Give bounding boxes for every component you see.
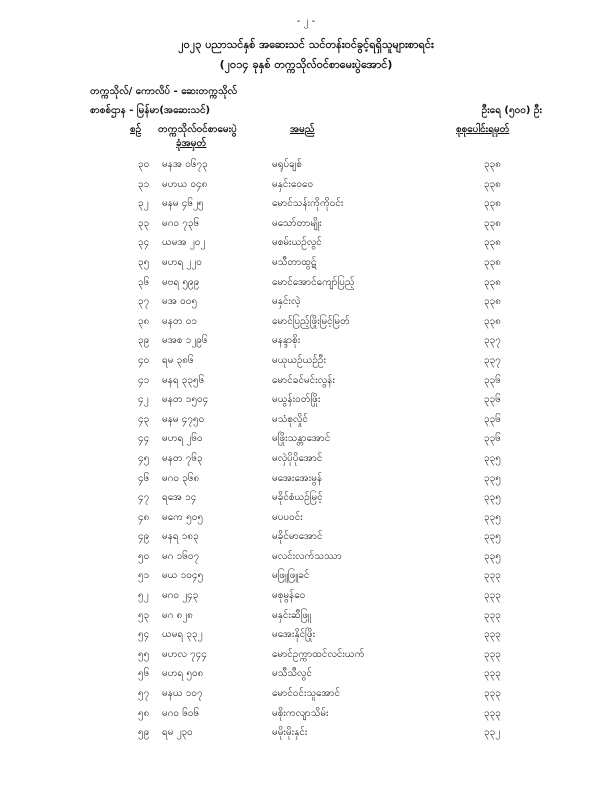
row-number: ၄၀ [138,354,150,366]
total-mark: ၃၃၅ [484,550,501,562]
student-name: မောင်အောင်ကျော်ပြည့် [272,276,355,288]
row-number: ၄၂ [138,394,149,406]
roll-number: မယ ၁၀၄၅ [162,570,204,582]
table-row [0,392,612,412]
student-name: မောင်ခင်မင်းလွန်း [272,374,335,386]
roll-number: မနတ ၇၆၃ [162,452,203,464]
student-name: မယုယဉ်ယဉ်ဦး [272,354,327,366]
table-row [0,294,612,314]
roll-number: မနမ ၄၆၂၅ [162,198,204,210]
roll-number: မနအ ၀၆၇၃ [162,159,208,170]
row-number: ၃၃ [138,217,150,229]
total-mark: ၃၃၆ [484,374,501,386]
table-row [0,412,612,432]
table-row [0,529,612,549]
roll-number: မဂ ၁၆၀၇ [162,550,200,562]
row-number: ၄၆ [138,472,150,484]
table-row [0,608,612,628]
row-number: ၄၈ [138,511,150,523]
total-mark: ၃၃၃ [484,570,501,582]
table-row [0,588,612,608]
roll-number: မဂဝ ၂၄၃ [162,590,199,602]
total-mark: ၃၃၈ [484,256,501,268]
roll-number: မဂဝ ၇၃၆ [162,217,200,229]
table-row [0,706,612,726]
column-header-name: အမည် [290,124,315,135]
row-number: ၄၅ [138,452,150,464]
row-number: ၄၄ [138,433,150,445]
student-name: မဖြူဖြူခင် [272,570,310,582]
roll-number: မဂဝ ၆၀၆ [162,707,200,719]
student-name: မစုမွန်ဝေ [272,590,306,602]
total-mark: ၃၃၅ [484,452,501,464]
total-mark: ၃၃၈ [484,159,501,170]
table-row [0,255,612,275]
table-row [0,471,612,491]
student-name: မအေးအေးမွန် [272,472,323,484]
table-row [0,157,612,177]
total-mark: ၃၃၈ [484,217,501,229]
total-mark: ၃၃၇ [484,335,501,347]
row-number: ၃၄ [138,237,150,249]
row-number: ၅၁ [138,570,150,582]
total-mark: ၃၃၈ [484,315,501,327]
table-row [0,725,612,745]
student-name: မမိုးမိုးနှင်း [272,727,308,739]
roll-number: မနရ ၃၃၅၆ [162,374,205,386]
total-mark: ၃၃၆ [484,433,501,445]
department-line: စာစစ်ဌာန - မြန်မာ(အဆေးသင်) [90,105,211,116]
student-name: မယွန်းဝတ်ဖြိုး [272,394,321,406]
student-name: မောင်သန်းကိုကိုဝင်း [272,198,344,210]
table-row [0,647,612,667]
total-mark: ၃၃၃ [484,707,501,719]
row-number: ၅၇ [138,688,150,700]
total-mark: ၃၃၃ [484,668,501,680]
roll-number: မဟလ ၇၄၄ [162,648,207,660]
row-number: ၃၀ [138,159,150,170]
table-row [0,568,612,588]
roll-number: ယမရ ၃၃၂ [162,629,203,641]
student-name: မနှင်းဆီဖြူ [272,609,311,621]
student-name: မခိုင်စံယဉ်မြင့် [272,492,323,504]
roll-number: ရအေ ၁၄ [162,492,197,504]
row-number: ၅၂ [138,590,149,602]
student-name: မနန္ဒာစိုး [272,335,301,347]
roll-number: မဂ ၈၂၈ [162,609,193,621]
table-row [0,216,612,236]
page-number: - ၂ - [296,16,316,27]
roll-number: မဟယ ၀၄၈ [162,178,208,190]
student-name: မရုပ်ချစ် [272,159,302,170]
roll-number: မနရ ၁၈၃ [162,531,199,543]
table-row [0,490,612,510]
table-row [0,196,612,216]
page-title: ၂၀၂၃ ပညာသင်နှစ် အဆေးသင် သင်တန်းဝင်ခွင့်ရရှိသူများစာရင်း [178,38,434,51]
total-mark: ၃၃၅ [484,492,501,504]
student-name: မလင်းလက်သဿာ [272,550,342,562]
student-name: မပပဝင်း [272,511,303,523]
university-line: တက္ကသိုလ်/ ကောလိပ် - ဆေးတက္ကသိုလ် [90,86,238,97]
row-number: ၅၀ [138,550,150,562]
page-subtitle: (၂၀၁၄ ခုနှစ် တက္ကသိုလ်ဝင်စာမေးပွဲအောင်) [219,58,393,71]
table-row [0,373,612,393]
row-number: ၃၂ [138,198,149,210]
student-name: မလှဲပိုပိုအောင် [272,452,323,464]
student-name: မနှင်းဝေဝေ [272,178,314,190]
total-mark: ၃၃၅ [484,531,501,543]
table-row [0,333,612,353]
row-number: ၅၅ [138,648,150,660]
table-row [0,314,612,334]
student-name: မသံစုလှိုင် [272,413,308,425]
student-name: မသော်တာမျိုး [272,217,322,229]
table-row [0,666,612,686]
row-number: ၅၈ [138,707,150,719]
total-mark: ၃၃၃ [484,629,501,641]
table-row [0,451,612,471]
table-row [0,235,612,255]
roll-number: ရမ ၂၃၀ [162,727,193,739]
student-name: မအေးနိုင်ဖြိုး [272,629,316,641]
total-mark: ၃၃၈ [484,237,501,249]
total-mark: ၃၃၃ [484,688,501,700]
row-number: ၃၆ [138,276,150,288]
total-mark: ၃၃၆ [484,413,501,425]
student-name: မောင်ပြည့်ဖြိုးမြင့်မြတ် [272,315,350,327]
total-mark: ၃၃၂ [484,727,501,739]
total-mark: ၃၃၃ [484,590,501,602]
column-header-roll: တက္ကသိုလ်ဝင်စာမေးပွဲ [158,124,237,135]
total-mark: ၃၃၆ [484,394,501,406]
row-number: ၃၉ [138,335,150,347]
total-mark: ၃၃၈ [484,178,501,190]
student-name: မဖြိုးသန္တာအောင် [272,433,331,445]
row-number: ၅၉ [138,727,150,739]
table-row [0,686,612,706]
row-number: ၃၁ [138,178,150,190]
table-row [0,627,612,647]
student-name: မနှင်းလဲ့ [272,296,301,308]
student-name: မောင်ဥက္ကာထင်လင်းယက် [272,648,365,660]
row-number: ၅၆ [138,668,150,680]
row-number: ၄၁ [138,374,150,386]
roll-number: မအစ ၁၂၉၆ [162,335,208,347]
table-row [0,275,612,295]
total-mark: ၃၃၃ [484,609,501,621]
roll-number: မဟရ ၅၀၈ [162,668,204,680]
results-table [0,157,612,745]
roll-number: မနယ ၁၀၇ [162,688,203,700]
column-header-no: စဉ် [130,124,142,135]
table-row [0,549,612,569]
row-number: ၄၃ [138,413,150,425]
roll-number: ယမအ ၂၀၂ [162,237,206,249]
roll-number: ရမ ၃၈၆ [162,354,194,366]
table-row [0,177,612,197]
student-name: မသီသီလွင် [272,668,312,680]
total-mark: ၃၃၈ [484,276,501,288]
student-name: မခိုင်မာအောင် [272,531,323,543]
roll-number: မဂဝ ၃၆၈ [162,472,200,484]
student-name: မသီတာထွဋ် [272,256,317,268]
roll-number: မအ ၀၀၅ [162,296,197,308]
roll-number: မဟရ ၂၆၀ [162,433,203,445]
total-mark: ၃၃၅ [484,511,501,523]
roll-number: မနတ ၁၅၀၄ [162,394,209,406]
student-name: မောင်ဝင်းသူအောင် [272,688,341,700]
student-name: မစမ်းယဉ်လွင် [272,237,322,249]
row-number: ၃၈ [138,315,150,327]
roll-number: မကေ ၅၀၅ [162,511,203,523]
roll-number: မဟရ ၂၂၀ [162,256,202,268]
row-number: ၃၇ [138,296,150,308]
roll-number: မနမ ၄၇၅၀ [162,413,205,425]
total-mark: ၃၃၇ [484,354,501,366]
row-number: ၄၇ [138,492,150,504]
row-number: ၄၉ [138,531,150,543]
row-number: ၅၄ [138,629,150,641]
row-number: ၅၃ [138,609,150,621]
table-row [0,510,612,530]
quota-line: ဦးရေ (၅၀၀) ဦး [481,105,542,116]
total-mark: ၃၃၅ [484,472,501,484]
total-mark: ၃၃၈ [484,296,501,308]
roll-number: မနတ ၀၁ [162,315,198,327]
roll-number: မဗရ ၅၉၉ [162,276,200,288]
student-name: မစိုးကလျာသိမ်း [272,707,329,719]
column-header-mark: စုစုပေါင်းရမှတ် [456,124,510,135]
table-row [0,353,612,373]
total-mark: ၃၃၈ [484,198,501,210]
total-mark: ၃၃၃ [484,648,501,660]
table-row [0,431,612,451]
row-number: ၃၅ [138,256,150,268]
column-header-roll-line2: ခုံအမှတ် [176,138,207,149]
